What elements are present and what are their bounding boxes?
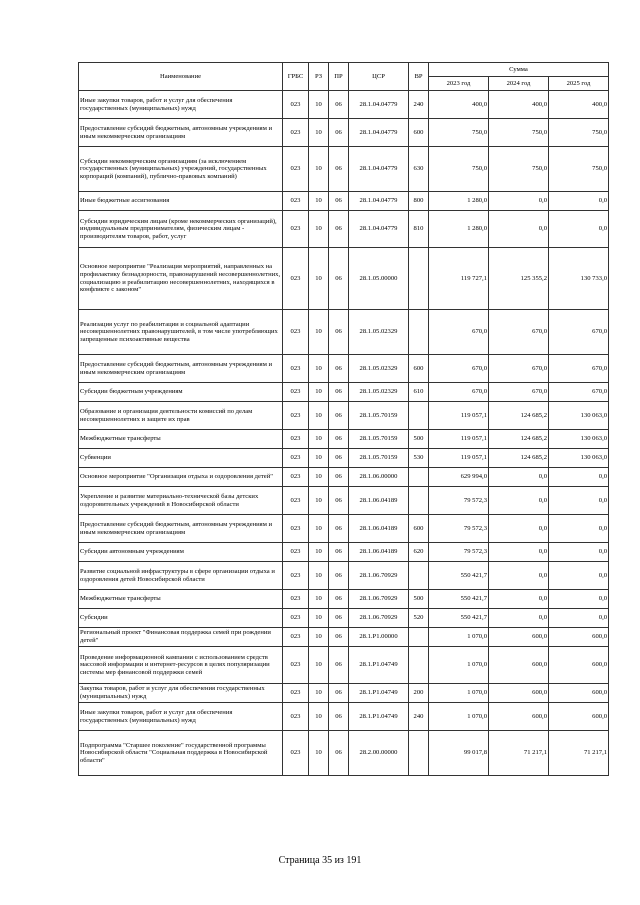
cell-pr: 06 [329,119,349,147]
cell-csr: 28.1.04.04779 [349,211,409,248]
cell-csr: 28.1.04.04779 [349,192,409,211]
header-row [79,63,609,77]
cell-2025: 0,0 [549,562,609,590]
cell-grbs: 023 [283,355,309,383]
cell-name: Основное мероприятие "Организация отдыха и оздоровления детей" [79,468,283,487]
cell-vr: 600 [409,355,429,383]
cell-rz: 10 [309,543,329,562]
col-header-2025: 2025 год [549,77,609,91]
cell-2025: 400,0 [549,91,609,119]
cell-vr: 500 [409,590,429,609]
cell-csr: 28.1.P1.04749 [349,703,409,731]
cell-2025: 130 063,0 [549,430,609,449]
cell-csr: 28.1.04.04779 [349,119,409,147]
cell-2025: 0,0 [549,590,609,609]
cell-pr: 06 [329,684,349,703]
cell-vr: 500 [409,430,429,449]
cell-grbs: 023 [283,628,309,647]
cell-2024: 600,0 [489,703,549,731]
cell-2024: 0,0 [489,515,549,543]
cell-rz: 10 [309,515,329,543]
cell-2025: 71 217,1 [549,731,609,776]
cell-2023: 1 280,0 [429,192,489,211]
cell-2025: 0,0 [549,609,609,628]
cell-name: Субсидии бюджетным учреждениям [79,383,283,402]
table-row [79,590,609,609]
table-row [79,628,609,647]
cell-2023: 670,0 [429,355,489,383]
cell-name: Субсидии автономным учреждениям [79,543,283,562]
cell-grbs: 023 [283,590,309,609]
cell-2025: 670,0 [549,383,609,402]
cell-vr: 610 [409,383,429,402]
table-row [79,703,609,731]
cell-grbs: 023 [283,684,309,703]
cell-2025: 750,0 [549,147,609,192]
cell-csr: 28.2.00.00000 [349,731,409,776]
cell-2023: 670,0 [429,383,489,402]
cell-2025: 600,0 [549,684,609,703]
cell-2024: 124 685,2 [489,430,549,449]
cell-rz: 10 [309,731,329,776]
cell-vr: 520 [409,609,429,628]
cell-2023: 550 421,7 [429,590,489,609]
cell-2025: 0,0 [549,468,609,487]
cell-name: Закупка товаров, работ и услуг для обеспечения государственных (муниципальных) нужд [79,684,283,703]
cell-2023: 79 572,3 [429,515,489,543]
cell-2025: 0,0 [549,487,609,515]
table-row [79,731,609,776]
cell-grbs: 023 [283,609,309,628]
table-row [79,310,609,355]
cell-2023: 750,0 [429,147,489,192]
cell-2025: 600,0 [549,703,609,731]
cell-pr: 06 [329,91,349,119]
cell-grbs: 023 [283,310,309,355]
cell-rz: 10 [309,211,329,248]
cell-2024: 0,0 [489,192,549,211]
cell-2023: 629 994,0 [429,468,489,487]
table-row [79,487,609,515]
table-row [79,248,609,310]
cell-2024: 0,0 [489,211,549,248]
cell-2023: 119 727,1 [429,248,489,310]
cell-csr: 28.1.05.02329 [349,355,409,383]
cell-vr [409,647,429,684]
cell-rz: 10 [309,703,329,731]
cell-grbs: 023 [283,449,309,468]
cell-grbs: 023 [283,402,309,430]
cell-vr: 240 [409,91,429,119]
table-row [79,562,609,590]
table-row [79,449,609,468]
cell-2024: 0,0 [489,543,549,562]
cell-csr: 28.1.05.02329 [349,310,409,355]
table-row [79,119,609,147]
cell-rz: 10 [309,355,329,383]
cell-2023: 1 070,0 [429,647,489,684]
cell-2024: 0,0 [489,609,549,628]
cell-grbs: 023 [283,192,309,211]
cell-rz: 10 [309,430,329,449]
cell-grbs: 023 [283,703,309,731]
cell-2025: 0,0 [549,543,609,562]
cell-grbs: 023 [283,430,309,449]
cell-vr [409,402,429,430]
table-row [79,355,609,383]
cell-2023: 79 572,3 [429,487,489,515]
cell-grbs: 023 [283,731,309,776]
cell-csr: 28.1.04.04779 [349,91,409,119]
cell-rz: 10 [309,91,329,119]
cell-2024: 0,0 [489,487,549,515]
cell-rz: 10 [309,147,329,192]
cell-pr: 06 [329,430,349,449]
cell-vr [409,487,429,515]
table-row [79,468,609,487]
table-row [79,383,609,402]
cell-pr: 06 [329,590,349,609]
cell-name: Образование и организация деятельности комиссий по делам несовершеннолетних и защите их прав [79,402,283,430]
cell-pr: 06 [329,562,349,590]
cell-rz: 10 [309,192,329,211]
cell-2025: 130 063,0 [549,402,609,430]
cell-2023: 119 057,1 [429,449,489,468]
cell-grbs: 023 [283,468,309,487]
cell-name: Укрепление и развитие материально-технической базы детских оздоровительных учреждений в Новосибирской области [79,487,283,515]
cell-2024: 600,0 [489,628,549,647]
cell-grbs: 023 [283,91,309,119]
cell-name: Основное мероприятие "Реализация мероприятий, направленных на профилактику безнадзорности, правонарушений несовершеннолетних, социализацию и реабилитацию несовершеннолетних, находящихся в конфликте с законом" [79,248,283,310]
cell-name: Предоставление субсидий бюджетным, автономным учреждениям и иным некоммерческим организациям [79,355,283,383]
col-header-grbs: ГРБС [283,63,309,91]
cell-vr: 810 [409,211,429,248]
cell-2024: 125 355,2 [489,248,549,310]
cell-pr: 06 [329,515,349,543]
table-row [79,91,609,119]
cell-pr: 06 [329,468,349,487]
cell-2023: 1 070,0 [429,703,489,731]
cell-2025: 600,0 [549,628,609,647]
cell-2025: 670,0 [549,355,609,383]
cell-csr: 28.1.05.70159 [349,430,409,449]
cell-name: Субсидии некоммерческим организациям (за исключением государственных (муниципальных) учреждений, государственных корпораций (компаний), публично-правовых компаний) [79,147,283,192]
cell-2024: 400,0 [489,91,549,119]
cell-rz: 10 [309,647,329,684]
table-row [79,543,609,562]
cell-2024: 670,0 [489,310,549,355]
page-footer: Страница 35 из 191 [278,855,362,866]
table-row [79,192,609,211]
cell-2024: 600,0 [489,647,549,684]
cell-2023: 119 057,1 [429,430,489,449]
table-row [79,684,609,703]
col-header-vr: ВР [409,63,429,91]
col-header-rz: РЗ [309,63,329,91]
col-header-sum: Сумма [429,63,609,77]
table-row [79,647,609,684]
cell-rz: 10 [309,468,329,487]
cell-2023: 99 017,8 [429,731,489,776]
cell-pr: 06 [329,383,349,402]
cell-grbs: 023 [283,543,309,562]
cell-name: Межбюджетные трансферты [79,590,283,609]
cell-pr: 06 [329,487,349,515]
cell-pr: 06 [329,647,349,684]
cell-2024: 750,0 [489,119,549,147]
cell-pr: 06 [329,355,349,383]
cell-name: Предоставление субсидий бюджетным, автономным учреждениям и иным некоммерческим организациям [79,119,283,147]
cell-name: Иные закупки товаров, работ и услуг для обеспечения государственных (муниципальных) нужд [79,703,283,731]
cell-rz: 10 [309,590,329,609]
cell-pr: 06 [329,731,349,776]
cell-csr: 28.1.06.70929 [349,562,409,590]
cell-name: Иные закупки товаров, работ и услуг для обеспечения государственных (муниципальных) нужд [79,91,283,119]
cell-vr [409,731,429,776]
cell-csr: 28.1.P1.00000 [349,628,409,647]
cell-2024: 71 217,1 [489,731,549,776]
budget-table [78,62,609,776]
cell-name: Реализация услуг по реабилитации и социальной адаптации несовершеннолетних правонарушителей, в том числе употребляющих запрещенные психоактивные вещества [79,310,283,355]
cell-vr [409,562,429,590]
cell-pr: 06 [329,147,349,192]
cell-pr: 06 [329,703,349,731]
cell-csr: 28.1.05.02329 [349,383,409,402]
cell-vr: 530 [409,449,429,468]
table-row [79,211,609,248]
col-header-name: Наименование [79,63,283,91]
cell-csr: 28.1.06.04189 [349,515,409,543]
cell-csr: 28.1.P1.04749 [349,647,409,684]
cell-rz: 10 [309,628,329,647]
cell-grbs: 023 [283,119,309,147]
cell-2025: 130 063,0 [549,449,609,468]
cell-2025: 600,0 [549,647,609,684]
cell-pr: 06 [329,628,349,647]
cell-2024: 124 685,2 [489,402,549,430]
cell-2023: 750,0 [429,119,489,147]
cell-2023: 1 070,0 [429,684,489,703]
cell-vr: 240 [409,703,429,731]
cell-2024: 0,0 [489,468,549,487]
cell-pr: 06 [329,543,349,562]
cell-csr: 28.1.06.00000 [349,468,409,487]
table-row [79,515,609,543]
cell-pr: 06 [329,402,349,430]
cell-grbs: 023 [283,383,309,402]
cell-2023: 79 572,3 [429,543,489,562]
cell-name: Субвенции [79,449,283,468]
table-row [79,430,609,449]
cell-rz: 10 [309,449,329,468]
cell-name: Межбюджетные трансферты [79,430,283,449]
cell-pr: 06 [329,310,349,355]
table-row [79,402,609,430]
cell-2023: 119 057,1 [429,402,489,430]
cell-rz: 10 [309,609,329,628]
cell-rz: 10 [309,310,329,355]
cell-2023: 550 421,7 [429,562,489,590]
cell-2024: 0,0 [489,590,549,609]
col-header-2023: 2023 год [429,77,489,91]
cell-name: Иные бюджетные ассигнования [79,192,283,211]
cell-grbs: 023 [283,515,309,543]
cell-grbs: 023 [283,487,309,515]
cell-vr: 600 [409,515,429,543]
cell-2024: 750,0 [489,147,549,192]
cell-name: Развитие социальной инфраструктуры в сфере организации отдыха и оздоровления детей Новосибирской области [79,562,283,590]
cell-2023: 1 070,0 [429,628,489,647]
cell-csr: 28.1.04.04779 [349,147,409,192]
table-body [79,91,609,776]
cell-vr [409,468,429,487]
cell-2025: 670,0 [549,310,609,355]
cell-csr: 28.1.05.00000 [349,248,409,310]
cell-name: Подпрограмма "Старшее поколение" государственной программы Новосибирской области "Социальная поддержка в Новосибирской области" [79,731,283,776]
cell-rz: 10 [309,383,329,402]
table-row [79,609,609,628]
cell-vr: 200 [409,684,429,703]
cell-2023: 1 280,0 [429,211,489,248]
cell-2025: 130 733,0 [549,248,609,310]
col-header-2024: 2024 год [489,77,549,91]
cell-vr: 600 [409,119,429,147]
cell-2024: 670,0 [489,355,549,383]
cell-pr: 06 [329,449,349,468]
cell-vr [409,248,429,310]
cell-pr: 06 [329,192,349,211]
cell-rz: 10 [309,248,329,310]
cell-rz: 10 [309,562,329,590]
cell-2023: 550 421,7 [429,609,489,628]
cell-rz: 10 [309,402,329,430]
cell-csr: 28.1.05.70159 [349,449,409,468]
cell-name: Предоставление субсидий бюджетным, автономным учреждениям и иным некоммерческим организациям [79,515,283,543]
cell-name: Субсидии [79,609,283,628]
col-header-pr: ПР [329,63,349,91]
table-row [79,147,609,192]
cell-csr: 28.1.06.70929 [349,590,409,609]
cell-2024: 124 685,2 [489,449,549,468]
cell-2025: 0,0 [549,192,609,211]
cell-2025: 750,0 [549,119,609,147]
cell-grbs: 023 [283,147,309,192]
cell-pr: 06 [329,211,349,248]
cell-vr [409,628,429,647]
cell-2023: 670,0 [429,310,489,355]
cell-vr: 800 [409,192,429,211]
cell-name: Проведение информационной кампании с использованием средств массовой информации и интернет-ресурсов в целях популяризации системы мер финансовой поддержки семей [79,647,283,684]
cell-pr: 06 [329,248,349,310]
cell-csr: 28.1.06.04189 [349,543,409,562]
col-header-csr: ЦСР [349,63,409,91]
cell-rz: 10 [309,119,329,147]
cell-2024: 0,0 [489,562,549,590]
cell-csr: 28.1.P1.04749 [349,684,409,703]
cell-csr: 28.1.05.70159 [349,402,409,430]
cell-name: Субсидии юридическим лицам (кроме некоммерческих организаций), индивидуальным предпринимателям, физическим лицам - производителям товаров, работ, услуг [79,211,283,248]
cell-rz: 10 [309,684,329,703]
cell-2025: 0,0 [549,515,609,543]
cell-vr [409,310,429,355]
cell-2025: 0,0 [549,211,609,248]
cell-2023: 400,0 [429,91,489,119]
cell-name: Региональный проект "Финансовая поддержка семей при рождении детей" [79,628,283,647]
cell-grbs: 023 [283,562,309,590]
cell-csr: 28.1.06.04189 [349,487,409,515]
cell-vr: 630 [409,147,429,192]
cell-2024: 600,0 [489,684,549,703]
cell-2024: 670,0 [489,383,549,402]
cell-rz: 10 [309,487,329,515]
cell-pr: 06 [329,609,349,628]
cell-vr: 620 [409,543,429,562]
cell-grbs: 023 [283,647,309,684]
cell-grbs: 023 [283,211,309,248]
cell-csr: 28.1.06.70929 [349,609,409,628]
cell-grbs: 023 [283,248,309,310]
